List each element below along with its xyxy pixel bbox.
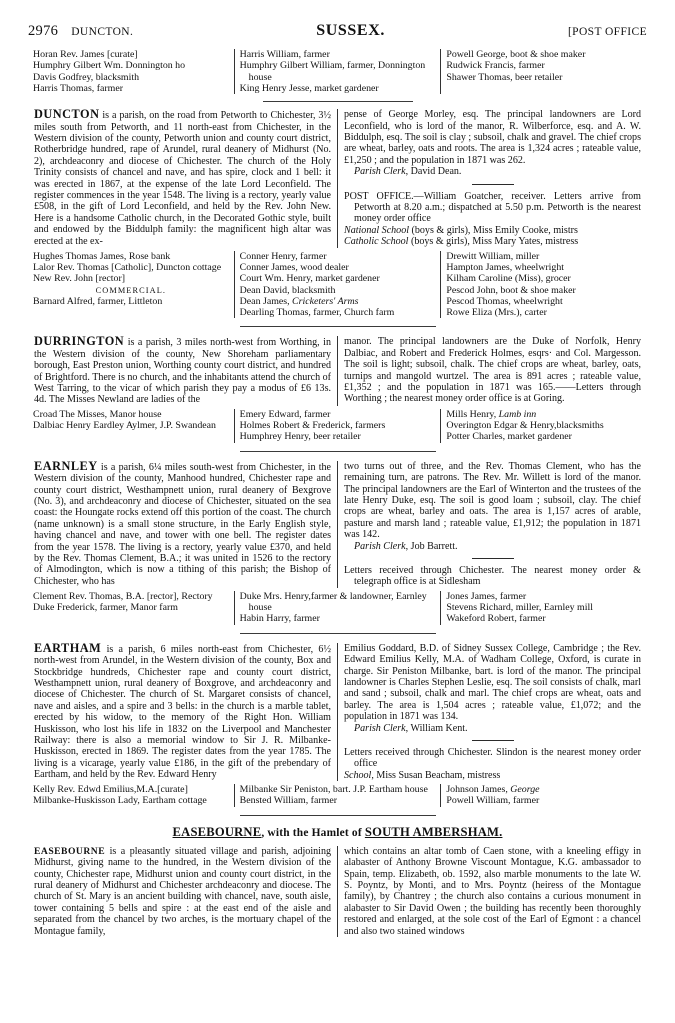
eartham-body-left: EARTHAM is a parish, 6 miles north-east from Chichester, 6½ north-west from Arundel, in the Western division of the county, Box and Stockbridge hundreds, Chichester rape and county court district, Westhampnett union, rural deanery of Boxgrove, and archdeaconry and diocese of Chichester. The church of St. Margaret consists of chancel, nave and aisles, and a spire and 3 bells: in the church is a marble tablet, erected by his widow, to the memory of the Right Hon. William Huskisson, who lost his life in 1832 on the Liverpool and Manchester Railway: there is also a memorial window to Sir J. R. Milbanke-Huskisson, erected in 1869. The register dates from the year 1785. The living is a vicarage, yearly value £186, in the gift of the prebendary of Eartham, and held by the Rev. Edward Henry [34,640,331,781]
easebourne-section-title [28,825,647,840]
easebourne-title-main: EASEBOURNE [172,824,262,839]
section-divider [263,101,413,102]
durrington-body-left: DURRINGTON is a parish, 3 miles north-west from Worthing, in the Western division of the county, New Shoreham parliamentary borough, East Preston union, Worthing county court district, and hundred of Brightford. There is no church, and the inhabitants attend the church of West Tarring, to the vicar of which parish they pay a modus of £6 13s. 4d. The Misses Newland are ladies of the [34,334,332,406]
list-item: Conner Henry, farmer [239,250,327,262]
earnley-article [28,458,647,588]
duncton-listing-column-1 [28,251,234,319]
list-item: Kelly Rev. Edwd Emilius,M.A.[curate] [33,784,188,796]
earnley-body-left: EARNLEY is a parish, 6¼ miles south-west from Chichester, in the Western division of the county, Manhood hundred, Chichester rape and county court district, Westhampnett union, rural deanery of Bexgrove (No. 3), and archdeaconry and diocese of Chichester, situated on the sea coast: the Houngate rocks extend off this portion of the coast. The church (name unknown) is a small stone structure, in the Early English style, having chancel and nave, and tower with one bell. The register dates from the year 1578. The living is a rectory, yearly value £370, and held by the Rev. Thomas Clement, B.A.; it was united in 1526 to the rectory of Almodington, which is now a tithing of this parish; the Bishop of Chichester, who has [34,458,331,587]
list-item: Clement Rev. Thomas, B.A. [rector], Rectory [33,590,213,602]
earnley-left-column [28,458,337,588]
list-item: Milbanke Sir Peniston, bart. J.P. Eartham house [239,784,428,796]
duncton-right-column [337,109,647,247]
easebourne-place-name: EASEBOURNE [34,845,106,857]
running-head [28,22,647,40]
parish-clerk-label: Parish Clerk [354,722,406,734]
list-item: Stevens Richard, miller, Earnley mill [446,602,593,614]
eartham-right-column [337,643,647,781]
top-listing [28,49,647,94]
list-item: Humphry Gilbert Wm. Donnington ho [33,60,186,72]
page-folio-number: 2976 [28,23,59,39]
durrington-listing-column-1 [28,409,234,443]
eartham-listing [28,784,647,807]
list-item: Potter Charles, market gardener [446,431,572,443]
list-item: Pescod John, boot & shoe maker [446,284,576,296]
list-item: Barnard Alfred, farmer, Littleton [33,295,163,307]
list-item: Mills Henry, Lamb inn [446,408,537,420]
duncton-body-left: DUNCTON is a parish, on the road from Petworth to Chichester, 3½ miles south from Petworth, and 11 north-east from Chichester, in the Western division of the county, Petworth union and county court district, Rotherbridge hundred, rape of Arundel, rural deanery of Midhurst (No. 2), archdeaconry and diocese of Chichester. The church of the Holy Trinity consists of chancel and nave, and has spire, clock and 1 bell: it was erected in 1867, at the expense of the late Lord Leconfield. The register commences in the year 1548. The living is a rectory, yearly value £508, in the gift of Lord Leconfield, and held by the Rev. John New. Here is a handsome Catholic church, in the Decorated Gothic style, built and endowed by the Biddulph family: the magnificent high altar was erected at the ex- [34,107,331,247]
list-item: Kilham Caroline (Miss), grocer [446,273,571,285]
eartham-listing-column-3 [440,784,647,807]
parish-clerk-label: Parish Clerk [354,166,406,178]
duncton-body-right: pense of George Morley, esq. The principal landowners are Lord Leconfield, who is lord of the manor, R. Wilberforce, esq. and A. W. Biddulph, esq. The soil is clay ; subsoil, chalk and gravel. The chief crops are wheat, barley, oats and roots. The area is 1,324 acres ; rateable value, £1,250 ; and the population in 1871 was 262. [344,109,641,166]
duncton-catholic-school: Catholic School (boys & girls), Miss Mary Yates, mistress [344,236,579,248]
eartham-body-right: Emilius Goddard, B.D. of Sidney Sussex College, Cambridge ; the Rev. Edward Emilius Kelly, M.A. of Wadham College, Oxford, is curate in charge. Sir Peniston Milbanke, bart. is lord of the manor. The principal landowner is Charles Stephen Leslie, esq. The soil consists of chalk, marl and sand ; subsoil, chalk and marl. The chief crops are wheat, oats and barley. The area is 1,504 acres ; rateable value, £1,072; and the population in 1871 was 134. [344,642,641,723]
list-item: Holmes Robert & Frederick, farmers [239,420,386,432]
list-item: Horan Rev. James [curate] [33,49,138,60]
duncton-parish-clerk: Parish Clerk, David Dean. [354,166,462,178]
earnley-right-column [337,461,647,588]
top-listing-column-1 [28,49,234,94]
list-item: Dean James, Cricketers' Arms [239,295,359,307]
eartham-listing-column-2 [234,784,441,807]
list-item: Dean David, blacksmith [239,284,336,296]
list-item: Shawer Thomas, beer retailer [446,71,563,83]
eartham-letters-notice: Letters received through Chichester. Slindon is the nearest money order office [344,746,641,770]
list-item: Emery Edward, farmer [239,408,331,420]
subsection-divider [472,184,514,185]
easebourne-left-column [28,846,337,937]
easebourne-body-right: which contains an altar tomb of Caen stone, with a kneeling effigy in alabaster of Anthony Browne Viscount Montague, K.G. ambassador to Spain, temp. Elizabeth, ob. 1592, also marble monuments to the late W. S. Poyntz, by Monti, and to Mrs. Poyntz (heiress of the Montague family), by Chantrey ; the church also contains a curious monument in alabaster to Sir David Owen ; the building has recently been thoroughly restored and enlarged, at the sole cost of the Earl of Egmont : a chancel and also two stained windows [344,845,641,937]
durrington-listing-column-3 [440,409,647,443]
list-item: Rudwick Francis, farmer [446,60,545,72]
eartham-school: School, Miss Susan Beacham, mistress [344,769,501,781]
list-item: Jones James, farmer [446,590,527,602]
list-item: Duke Frederick, farmer, Manor farm [33,602,178,614]
duncton-national-school: National School (boys & girls), Miss Emily Cooke, mistrs [344,224,578,236]
subsection-divider [472,740,514,741]
list-item: Humphry Gilbert William, farmer, Donnington house [239,60,426,83]
durrington-body-right: manor. The principal landowners are the Duke of Norfolk, Henry Dalbiac, and Robert and Frederick Holmes, esqrs· and Col. Margesson. The soil is light; subsoil, chalk. The chief crops are wheat, barley, oats, turnips and mangold wurtzel. The area is 891 acres ; rateable value, £1,352 ; and the population in 1871 was 165.——Letters through Worthing ; the nearest money order office is at Goring. [344,336,641,405]
earnley-body-right: two turns out of three, and the Rev. Thomas Clement, who has the remaining turn, are patrons. The Rev. Mr. Willett is lord of the manor. The principal landowners are the Earl of Winterton and the trustees of the late Henry Duke, esq. The soil is good loam ; subsoil, clay. The chief crops are wheat, barley and oats. The area is 1,157 acres of arable, pasture and marsh land ; rateable value, £1,912; the population in 1871 was 142. [344,460,641,541]
durrington-listing [28,409,647,443]
list-item: Harris William, farmer [239,49,330,60]
eartham-listing-column-1 [28,784,234,807]
earnley-letters-notice: Letters received through Chichester. The nearest money order & telegraph office is at Sidlesham [344,565,641,588]
list-item: Croad The Misses, Manor house [33,408,162,420]
list-item: Hughes Thomas James, Rose bank [33,250,171,262]
list-item: New Rev. John [rector] [33,273,126,285]
running-head-left [28,23,133,40]
parish-clerk-label: Parish Clerk [354,540,406,552]
list-item: Powell George, boot & shoe maker [446,49,586,60]
running-head-county: SUSSEX. [316,22,385,39]
durrington-article [28,336,647,405]
list-item: Davis Godfrey, blacksmith [33,71,140,83]
list-item: Milbanke-Huskisson Lady, Eartham cottage [33,795,207,807]
duncton-left-column [28,109,337,247]
list-item: Habin Harry, farmer [239,613,320,625]
list-item: Johnson James, George [446,784,540,796]
list-item: Humphrey Henry, beer retailer [239,431,361,443]
top-listing-column-3 [440,49,647,94]
easebourne-title-mid: , with the Hamlet of [261,826,365,839]
commercial-subheading: COMMERCIAL. [95,285,167,295]
durrington-left-column [28,336,337,405]
duncton-listing-column-2 [234,251,441,319]
easebourne-title-end: SOUTH AMBERSHAM. [364,824,503,839]
list-item: Powell William, farmer [446,795,540,807]
list-item: Dearling Thomas, farmer, Church farm [239,307,395,319]
durrington-right-column [337,336,647,405]
eartham-place-name: EARTHAM [34,640,102,655]
list-item: Pescod Thomas, wheelwright [446,295,563,307]
earnley-listing-column-1 [28,591,234,625]
section-divider [240,326,436,327]
list-item: Drewitt William, miller [446,250,540,262]
earnley-place-name: EARNLEY [34,458,98,473]
list-item: Court Wm. Henry, market gardener [239,273,380,285]
running-head-place: DUNCTON. [71,26,134,38]
list-item: Duke Mrs. Henry,farmer & landowner, Earnley house [239,590,427,614]
eartham-left-column [28,640,337,781]
duncton-article [28,109,647,247]
earnley-parish-clerk: Parish Clerk, Job Barrett. [354,540,458,552]
list-item: Dalbiac Henry Eardley Aylmer, J.P. Swandean [33,420,216,432]
eartham-parish-clerk: Parish Clerk, William Kent. [354,722,468,734]
subsection-divider [472,558,514,559]
list-item: Overington Edgar & Henry,blacksmiths [446,420,604,432]
duncton-listing [28,251,647,319]
earnley-listing [28,591,647,625]
section-divider [240,815,436,816]
list-item: Rowe Eliza (Mrs.), carter [446,307,547,319]
duncton-post-office: POST OFFICE.—William Goatcher, receiver. Letters arrive from Petworth at 8.20 a.m.; dispatched at 5.50 p.m. Petworth is the nearest money order office [344,190,641,225]
top-listing-column-2 [234,49,441,94]
eartham-article [28,640,647,781]
durrington-listing-column-2 [234,409,441,443]
section-divider [240,633,436,634]
list-item: Bensted William, farmer [239,795,337,807]
easebourne-right-column [337,846,647,937]
list-item: King Henry Jesse, market gardener [239,82,379,94]
section-divider [240,451,436,452]
list-item: Wakeford Robert, farmer [446,613,546,625]
easebourne-article [28,846,647,937]
inn-name: Lamb inn [498,408,537,420]
duncton-place-name: DUNCTON [34,107,100,122]
earnley-listing-column-2 [234,591,441,625]
list-item: Hampton James, wheelwright [446,261,564,273]
inn-name: George [510,784,540,796]
list-item: Harris Thomas, farmer [33,82,124,94]
durrington-place-name: DURRINGTON [34,334,125,349]
running-head-section: [POST OFFICE [567,26,647,38]
duncton-listing-column-3 [440,251,647,319]
earnley-listing-column-3 [440,591,647,625]
easebourne-body-left: EASEBOURNE is a pleasantly situated village and parish, adjoining Midhurst, giving name to the hundred, in the Western division of the county, Chichester rape, Midhurst union and county court district, in the rural deanery of Midhurst and Chichester archdeaconry and diocese. The church of St. Mary is an ancient building with chancel, nave, south aisle, tower containing 5 bells and spire : at the east end of the aisle and separated from the chancel by two arches, is the mortuary chapel of the Montague family, [34,845,331,937]
list-item: Conner James, wood dealer [239,261,349,273]
list-item: Lalor Rev. Thomas [Catholic], Duncton cottage [33,261,222,273]
